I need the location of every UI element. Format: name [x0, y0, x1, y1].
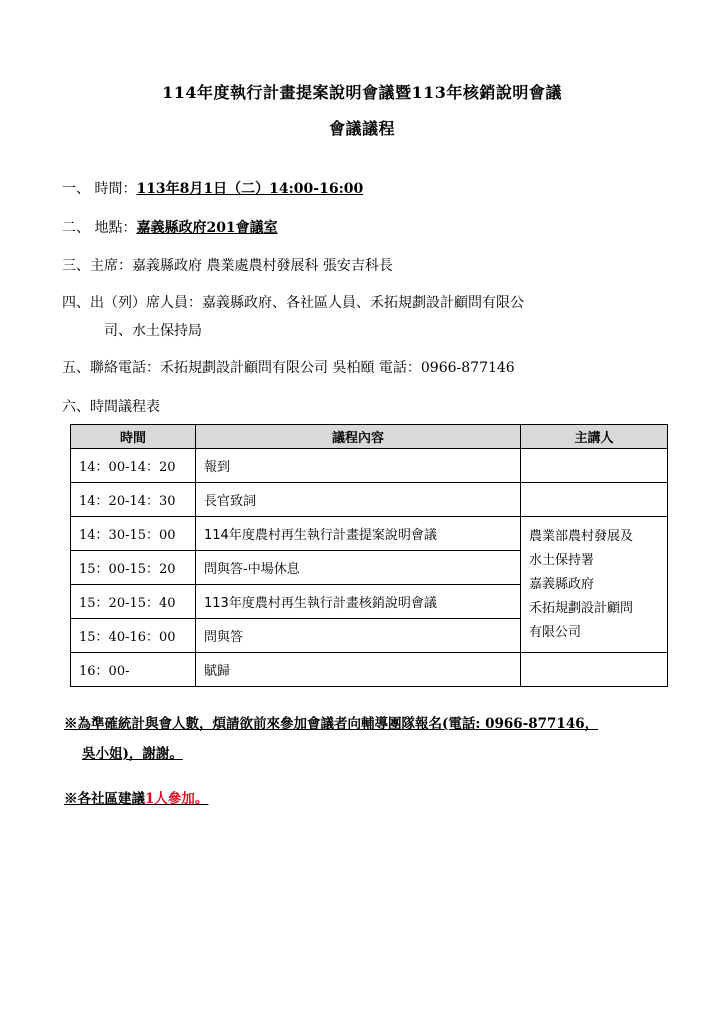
row-content: 114年度農村再生執行計畫提案說明會議 — [196, 517, 521, 551]
item-place — [62, 217, 278, 237]
row-content: 賦歸 — [196, 653, 521, 687]
row-speaker-empty — [521, 653, 668, 687]
row-time: 14：20-14：30 — [71, 483, 196, 517]
table-header-row — [71, 425, 668, 449]
header-content: 議程內容 — [196, 425, 521, 449]
table-row — [71, 449, 668, 483]
speaker-line: 嘉義縣政府 — [529, 576, 595, 592]
item-contact: 五、聯絡電話：禾拓規劃設計顧問有限公司 吳柏頤 電話：0966-877146 — [62, 360, 515, 376]
row-speaker-merged — [521, 517, 668, 653]
item-place-label: 二、 地點： — [62, 220, 137, 236]
note-attendance-highlight: 1人參加。 — [145, 791, 209, 807]
row-time: 15：00-15：20 — [71, 551, 196, 585]
row-content: 問與答 — [196, 619, 521, 653]
item-time-value: 113年8月1日（二）14:00-16:00 — [136, 181, 364, 197]
item-chair: 三、主席：嘉義縣政府 農業處農村發展科 張安吉科長 — [62, 258, 393, 274]
item-place-value: 嘉義縣政府201會議室 — [136, 220, 278, 236]
speaker-line: 水土保持署 — [529, 552, 595, 568]
note-attendance — [64, 787, 208, 807]
row-time: 16：00- — [71, 653, 196, 687]
row-speaker-empty — [521, 449, 668, 483]
item-attendees: 四、出（列）席人員：嘉義縣政府、各社區人員、禾拓規劃設計顧問有限公 — [62, 295, 524, 311]
header-time: 時間 — [71, 425, 196, 449]
table-row — [71, 483, 668, 517]
row-content: 問與答-中場休息 — [196, 551, 521, 585]
item-time — [62, 178, 363, 198]
document-title: 114年度執行計畫提案說明會議暨113年核銷說明會議 — [162, 83, 562, 102]
note-attendance-prefix: ※各社區建議 — [64, 791, 145, 807]
speaker-line: 禾拓規劃設計顧問 — [529, 600, 634, 616]
row-time: 15：20-15：40 — [71, 585, 196, 619]
item-attendees-cont: 司、水土保持局 — [104, 323, 202, 339]
document-subtitle: 會議議程 — [328, 119, 395, 138]
item-schedule-heading: 六、時間議程表 — [62, 399, 160, 415]
row-time: 14：00-14：20 — [71, 449, 196, 483]
note-registration-cont: 吳小姐)，謝謝。 — [82, 746, 183, 762]
row-content: 報到 — [196, 449, 521, 483]
row-time: 15：40-16：00 — [71, 619, 196, 653]
schedule-table — [70, 424, 668, 687]
header-speaker: 主講人 — [521, 425, 668, 449]
item-time-label: 一、 時間： — [62, 181, 137, 197]
row-speaker-empty — [521, 483, 668, 517]
row-content: 113年度農村再生執行計畫核銷說明會議 — [196, 585, 521, 619]
table-row — [71, 653, 668, 687]
note-registration: ※為準確統計與會人數，煩請欲前來參加會議者向輔導團隊報名(電話: 0966-877146， — [64, 716, 599, 732]
row-content: 長官致詞 — [196, 483, 521, 517]
table-row — [71, 517, 668, 551]
speaker-line: 有限公司 — [529, 624, 582, 640]
row-time: 14：30-15：00 — [71, 517, 196, 551]
speaker-line: 農業部農村發展及 — [529, 528, 634, 544]
